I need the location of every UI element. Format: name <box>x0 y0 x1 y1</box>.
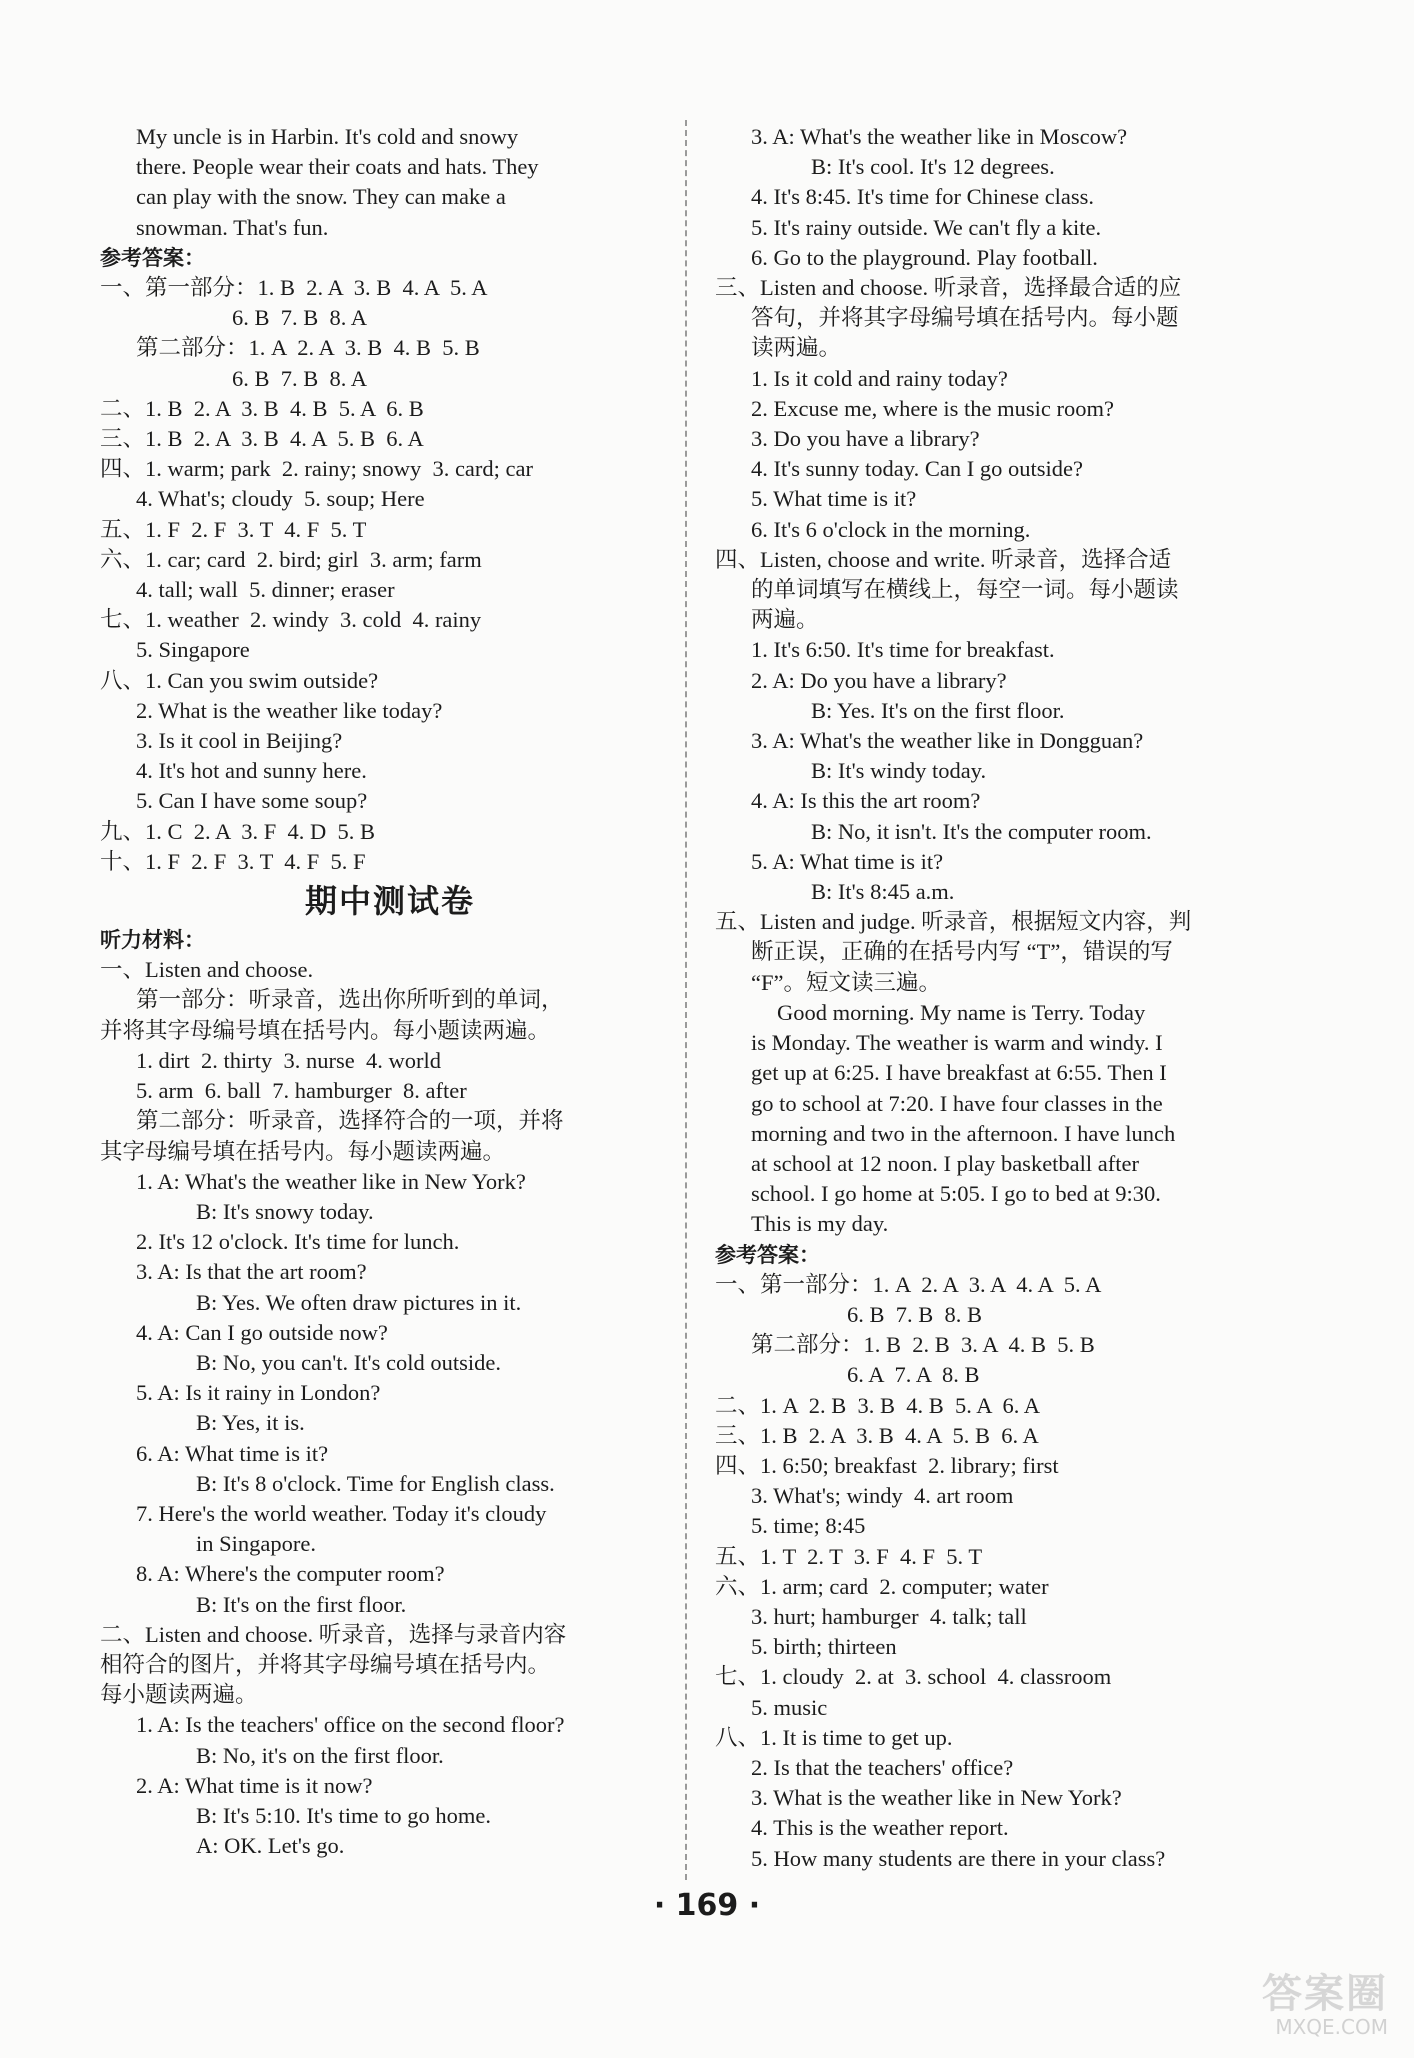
intro-paragraph <box>100 122 680 243</box>
text-line: 4. It's 8:45. It's time for Chinese class. <box>751 184 1095 210</box>
text-line: “F”。短文读三遍。 <box>751 969 941 995</box>
text-line: 1. A: What's the weather like in New York? <box>136 1168 526 1194</box>
text-line: 并将其字母编号填在括号内。每小题读两遍。 <box>100 1017 551 1043</box>
text-line: A: OK. Let's go. <box>196 1833 345 1859</box>
listening-continued <box>715 122 1285 273</box>
text-line: 1. It's 6:50. It's time for breakfast. <box>751 637 1055 663</box>
text-line: 6. Go to the playground. Play football. <box>751 244 1098 270</box>
text-line: 3. A: Is that the art room? <box>136 1259 367 1285</box>
answer-line: 二、1. B 2. A 3. B 4. B 5. A 6. B <box>100 395 424 421</box>
text-line: 3. Do you have a library? <box>751 426 980 452</box>
answer-line: 6. A 7. A 8. B <box>847 1362 980 1388</box>
answer-line: 3. hurt; hamburger 4. talk; tall <box>751 1603 1027 1629</box>
answer-line: 6. B 7. B 8. A <box>232 305 368 331</box>
text-line: B: No, it isn't. It's the computer room. <box>811 818 1152 844</box>
page-number: · 169 · <box>653 1888 761 1923</box>
answer-line: 三、1. B 2. A 3. B 4. A 5. B 6. A <box>715 1422 1039 1448</box>
text-line: 1. A: Is the teachers' office on the second floor? <box>136 1712 565 1738</box>
section-four <box>715 545 1285 907</box>
answer-line: 3. What's; windy 4. art room <box>751 1483 1014 1509</box>
text-line: B: It's 8:45 a.m. <box>811 879 955 905</box>
text-line: This is my day. <box>751 1211 889 1237</box>
answer-line: 2. Is that the teachers' office? <box>751 1754 1014 1780</box>
answer-line: 二、1. A 2. B 3. B 4. B 5. A 6. A <box>715 1392 1041 1418</box>
text-line: 4. A: Is this the art room? <box>751 788 981 814</box>
text-line: 相符合的图片，并将其字母编号填在括号内。 <box>100 1651 551 1677</box>
text-line: 二、Listen and choose. 听录音，选择与录音内容 <box>100 1621 567 1647</box>
text-line: 6. It's 6 o'clock in the morning. <box>751 516 1031 542</box>
answer-line: 5. How many students are there in your class? <box>751 1845 1166 1871</box>
text-line: 2. Excuse me, where is the music room? <box>751 395 1115 421</box>
section-title: 期中测试卷 <box>304 882 475 921</box>
text-line: 五、Listen and judge. 听录音，根据短文内容，判 <box>715 909 1192 935</box>
text-line: My uncle is in Harbin. It's cold and snowy <box>136 124 519 149</box>
answer-line: 第二部分：1. B 2. B 3. A 4. B 5. B <box>751 1332 1095 1358</box>
answer-line: 五、1. F 2. F 3. T 4. F 5. T <box>100 516 367 542</box>
text-line: B: It's windy today. <box>811 758 987 784</box>
answer-line: 5. Can I have some soup? <box>136 788 368 814</box>
listening-heading: 听力材料： <box>100 928 205 953</box>
text-line: go to school at 7:20. I have four classes in the <box>751 1090 1163 1116</box>
answer-line: 五、1. T 2. T 3. F 4. F 5. T <box>715 1543 983 1569</box>
text-line: B: No, you can't. It's cold outside. <box>196 1349 501 1375</box>
text-line: 每小题读两遍。 <box>100 1682 258 1708</box>
text-line: there. People wear their coats and hats. They <box>136 154 539 180</box>
answer-line: 四、1. warm; park 2. rainy; snowy 3. card; car <box>100 456 534 482</box>
left-column <box>100 122 680 1861</box>
answer-line: 6. B 7. B 8. A <box>232 365 368 391</box>
answer-line: 六、1. car; card 2. bird; girl 3. arm; farm <box>100 546 482 572</box>
text-line: 第二部分：听录音，选择符合的一项，并将 <box>136 1108 564 1134</box>
answer-line: 4. It's hot and sunny here. <box>136 758 367 784</box>
text-line: B: It's cool. It's 12 degrees. <box>811 154 1055 180</box>
text-line: get up at 6:25. I have breakfast at 6:55. Then I <box>751 1060 1167 1086</box>
text-line: 三、Listen and choose. 听录音，选择最合适的应 <box>715 275 1182 301</box>
text-line: B: It's on the first floor. <box>196 1591 407 1617</box>
text-line: is Monday. The weather is warm and windy. I <box>751 1030 1163 1056</box>
text-line: Good morning. My name is Terry. Today <box>777 999 1146 1025</box>
text-line: 6. A: What time is it? <box>136 1440 329 1466</box>
text-line: 4. It's sunny today. Can I go outside? <box>751 456 1083 482</box>
text-line: 4. A: Can I go outside now? <box>136 1319 388 1345</box>
answers-heading: 参考答案： <box>715 1242 820 1267</box>
listening-material <box>100 955 680 1861</box>
section-five <box>715 907 1285 1239</box>
answer-line: 4. tall; wall 5. dinner; eraser <box>136 577 395 603</box>
answers-heading: 参考答案： <box>100 245 205 270</box>
text-line: 答句，并将其字母编号填在括号内。每小题 <box>751 305 1179 331</box>
text-line: B: Yes. It's on the first floor. <box>811 697 1065 723</box>
answer-line: 3. Is it cool in Beijing? <box>136 728 343 754</box>
answer-line: 一、第一部分：1. B 2. A 3. B 4. A 5. A <box>100 275 488 301</box>
answer-line: 5. Singapore <box>136 637 250 663</box>
answer-line: 4. This is the weather report. <box>751 1815 1009 1841</box>
answer-line: 一、第一部分：1. A 2. A 3. A 4. A 5. A <box>715 1271 1102 1297</box>
answer-line: 八、1. Can you swim outside? <box>100 667 379 693</box>
text-line: 2. It's 12 o'clock. It's time for lunch. <box>136 1229 460 1255</box>
text-line: in Singapore. <box>196 1531 316 1557</box>
text-line: 其字母编号填在括号内。每小题读两遍。 <box>100 1138 506 1164</box>
text-line: at school at 12 noon. I play basketball after <box>751 1150 1140 1176</box>
text-line: 1. dirt 2. thirty 3. nurse 4. world <box>136 1047 441 1073</box>
text-line: 断正误，正确的在括号内写 “T”，错误的写 <box>751 939 1173 965</box>
text-line: 2. A: What time is it now? <box>136 1772 373 1798</box>
text-line: 两遍。 <box>751 607 819 633</box>
answer-line: 七、1. cloudy 2. at 3. school 4. classroom <box>715 1664 1112 1690</box>
watermark-text: 答案圈 <box>1262 1971 1388 2017</box>
section-three <box>715 273 1285 545</box>
answer-line: 4. What's; cloudy 5. soup; Here <box>136 486 425 512</box>
text-line: can play with the snow. They can make a <box>136 184 506 210</box>
text-line: 第一部分：听录音，选出你所听到的单词， <box>136 987 564 1013</box>
answer-line: 2. What is the weather like today? <box>136 697 443 723</box>
text-line: B: It's 8 o'clock. Time for English class. <box>196 1470 555 1496</box>
answer-line: 6. B 7. B 8. B <box>847 1301 983 1327</box>
watermark-url: MXQE.COM <box>1275 2015 1388 2039</box>
answer-line: 5. music <box>751 1694 828 1720</box>
text-line: 5. A: What time is it? <box>751 848 944 874</box>
answer-line: 3. What is the weather like in New York? <box>751 1785 1122 1811</box>
text-line: 5. arm 6. ball 7. hamburger 8. after <box>136 1078 467 1104</box>
text-line: morning and two in the afternoon. I have lunch <box>751 1120 1176 1146</box>
watermark-logo <box>1238 1972 1388 2044</box>
text-line: B: Yes, it is. <box>196 1410 305 1436</box>
text-line: 2. A: Do you have a library? <box>751 667 1007 693</box>
answer-line: 七、1. weather 2. windy 3. cold 4. rainy <box>100 607 482 633</box>
text-line: 1. Is it cold and rainy today? <box>751 365 1008 391</box>
text-line: 7. Here's the world weather. Today it's cloudy <box>136 1500 547 1526</box>
text-line: 3. A: What's the weather like in Moscow? <box>751 124 1128 149</box>
answer-line: 三、1. B 2. A 3. B 4. A 5. B 6. A <box>100 426 424 452</box>
text-line: 8. A: Where's the computer room? <box>136 1561 445 1587</box>
column-divider <box>685 120 687 1880</box>
text-line: 5. It's rainy outside. We can't fly a kite. <box>751 214 1102 240</box>
answers-list <box>100 273 680 877</box>
answer-line: 十、1. F 2. F 3. T 4. F 5. F <box>100 848 366 874</box>
text-line: 5. What time is it? <box>751 486 917 512</box>
answer-line: 八、1. It is time to get up. <box>715 1724 953 1750</box>
answer-line: 九、1. C 2. A 3. F 4. D 5. B <box>100 818 376 844</box>
text-line: snowman. That's fun. <box>136 214 329 240</box>
answer-line: 5. birth; thirteen <box>751 1634 897 1660</box>
text-line: 5. A: Is it rainy in London? <box>136 1380 381 1406</box>
right-column <box>715 122 1285 1874</box>
text-line: 四、Listen, choose and write. 听录音，选择合适 <box>715 546 1172 572</box>
text-line: B: No, it's on the first floor. <box>196 1742 444 1768</box>
answer-line: 四、1. 6:50; breakfast 2. library; first <box>715 1452 1059 1478</box>
answers-list <box>715 1270 1285 1874</box>
answer-line: 第二部分：1. A 2. A 3. B 4. B 5. B <box>136 335 480 361</box>
text-line: B: It's 5:10. It's time to go home. <box>196 1802 491 1828</box>
text-line: school. I go home at 5:05. I go to bed at 9:30. <box>751 1181 1161 1207</box>
answer-line: 六、1. arm; card 2. computer; water <box>715 1573 1049 1599</box>
answer-line: 5. time; 8:45 <box>751 1513 866 1539</box>
text-line: 3. A: What's the weather like in Dongguan? <box>751 728 1144 754</box>
text-line: 的单词填写在横线上，每空一词。每小题读 <box>751 577 1179 603</box>
text-line: 读两遍。 <box>751 335 842 361</box>
text-line: B: Yes. We often draw pictures in it. <box>196 1289 522 1315</box>
text-line: 一、Listen and choose. <box>100 957 314 983</box>
text-line: B: It's snowy today. <box>196 1198 374 1224</box>
